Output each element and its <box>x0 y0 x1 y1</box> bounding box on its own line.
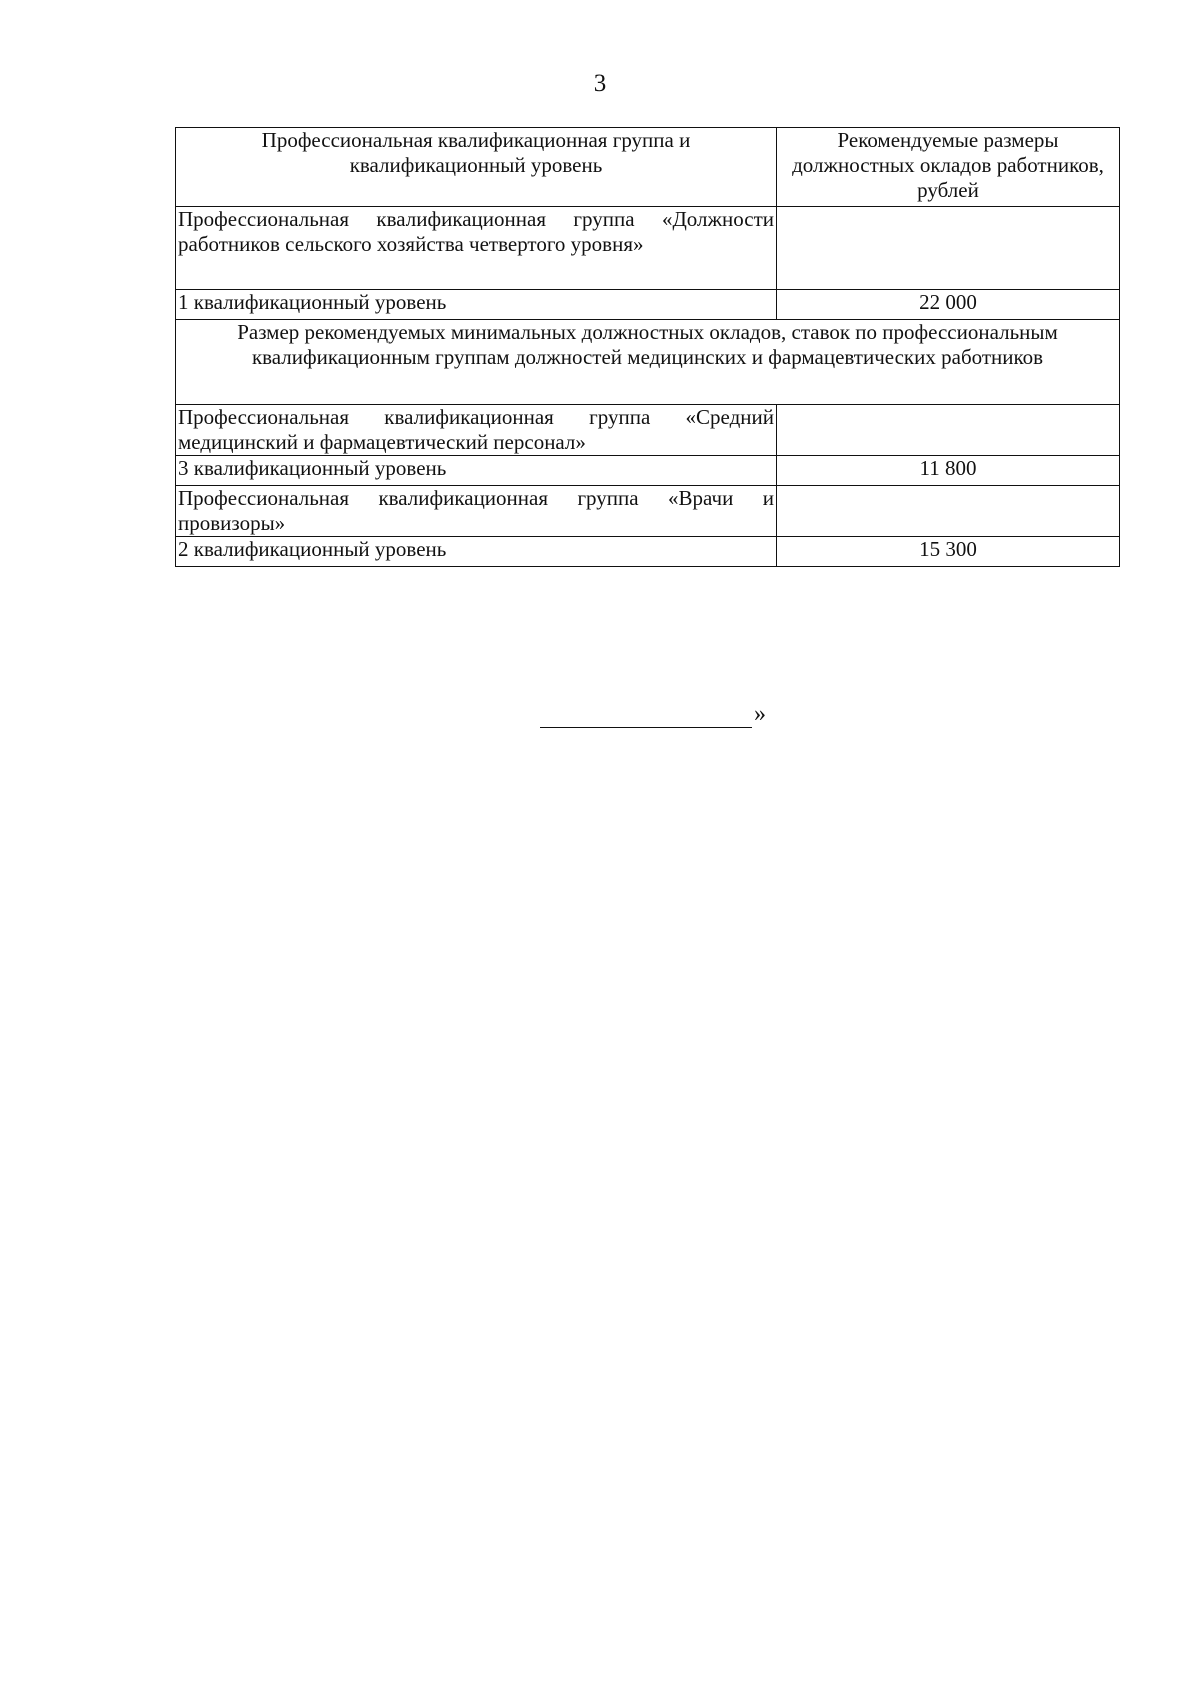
table-header-row <box>176 128 1120 207</box>
table-row <box>176 456 1120 486</box>
table-row <box>176 537 1120 567</box>
section-header-row <box>176 320 1120 405</box>
group-name-cell: Профессиональная квалификационная группа «Врачи и провизоры» <box>176 486 777 537</box>
closing-mark <box>540 700 766 730</box>
section-header: Размер рекомендуемых минимальных должностных окладов, ставок по профессиональным квалификационным группам должностей медицинских и фармацевтических работников <box>176 320 1120 405</box>
value-cell: 22 000 <box>777 290 1120 320</box>
value-cell <box>777 486 1120 537</box>
table-row <box>176 290 1120 320</box>
level-name-cell: 2 квалификационный уровень <box>176 537 777 567</box>
value-cell <box>777 405 1120 456</box>
table-row <box>176 405 1120 456</box>
value-cell: 11 800 <box>777 456 1120 486</box>
header-salary: Рекомендуемые размеры должностных окладов работников, рублей <box>777 128 1120 207</box>
header-group-level: Профессиональная квалификационная группа и квалификационный уровень <box>176 128 777 207</box>
salary-table <box>175 127 1120 567</box>
value-cell: 15 300 <box>777 537 1120 567</box>
level-name-cell: 3 квалификационный уровень <box>176 456 777 486</box>
group-name-cell: Профессиональная квалификационная группа «Должности работников сельского хозяйства четвертого уровня» <box>176 207 777 290</box>
group-name-cell: Профессиональная квалификационная группа «Средний медицинский и фармацевтический персонал» <box>176 405 777 456</box>
level-name-cell: 1 квалификационный уровень <box>176 290 777 320</box>
closing-quote: » <box>754 701 766 727</box>
page-number: 3 <box>593 70 607 97</box>
closing-underline <box>540 703 752 728</box>
value-cell <box>777 207 1120 290</box>
table-row <box>176 207 1120 290</box>
table-row <box>176 486 1120 537</box>
